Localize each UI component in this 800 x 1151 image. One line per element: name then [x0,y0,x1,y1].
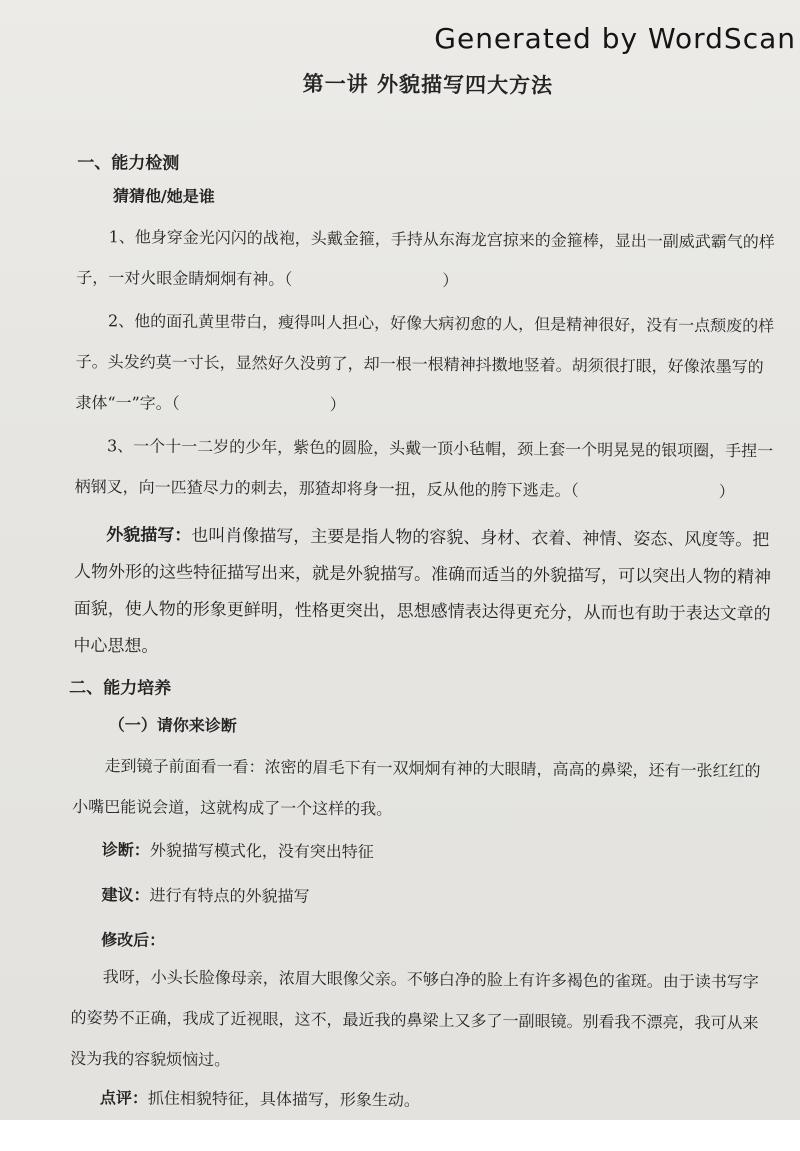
section-heading-2: 二、能力培养 [69,677,172,699]
comment-line: 点评：抓住相貌特征，具体描写，形象生动。 [99,1088,420,1110]
question-item-1: 1、他身穿金光闪闪的战袍，头戴金箍，手持从东海龙宫掠来的金箍棒，显出一副威武霸气的样子，一对火眼金睛炯炯有神。（ ） [76,227,775,290]
question-item-3: 3、一个十一二岁的少年，紫色的圆脸，头戴一顶小毡帽，颈上套一个明晃晃的银项圈，手捏一柄钢叉，向一匹猹尽力的刺去，那猹却将身一扭，反从他的胯下逃走。（ ） [74,436,774,502]
section-heading-1: 一、能力检测 [77,152,180,174]
diagnosis-line: 诊断：外貌描写模式化，没有突出特征 [101,840,374,862]
example-paragraph: 走到镜子前面看一看：浓密的眉毛下有一双炯炯有神的大眼睛，高高的鼻梁，还有一张红红的小嘴巴能说会道，这就构成了一个这样的我。 [72,756,761,819]
question-item-2: 2、他的面孔黄里带白，瘦得叫人担心，好像大病初愈的人，但是精神很好，没有一点颓废的样子。头发约莫一寸长，显然好久没剪了，却一根一根精神抖擞地竖着。胡须很打眼，好像浓墨写的隶体“一”字。（ ） [75,311,775,415]
document-content [70,66,778,1120]
revised-label: 修改后： [101,930,166,950]
suggestion-line: 建议：进行有特点的外貌描写 [101,885,310,906]
page-title: 第一讲 外貌描写四大方法 [302,71,554,98]
watermark: Generated by WordScan [434,22,796,55]
revised-paragraph: 我呀，小头长脸像母亲，浓眉大眼像父亲。不够白净的脸上有许多褐色的雀斑。由于读书写字的姿势不正确，我成了近视眼，这不，最近我的鼻梁上又多了一副眼镜。别看我不漂亮，我可从来没为我的容貌烦恼过。 [70,967,759,1070]
section-subheading-2: （一）请你来诊断 [108,715,237,736]
definition-label: 外貌描写： [106,525,192,546]
section-subheading-1: 猜猜他/她是谁 [112,186,215,207]
definition-paragraph: 外貌描写：也叫肖像描写，主要是指人物的容貌、身材、衣着、神情、姿态、风度等。把人物外形的这些特征描写出来，就是外貌描写。准确而适当的外貌描写，可以突出人物的精神面貌，使人物的形象更鲜明，性格更突出，思想感情表达得更充分，从而也有助于表达文章的中心思想。 [73,525,772,657]
